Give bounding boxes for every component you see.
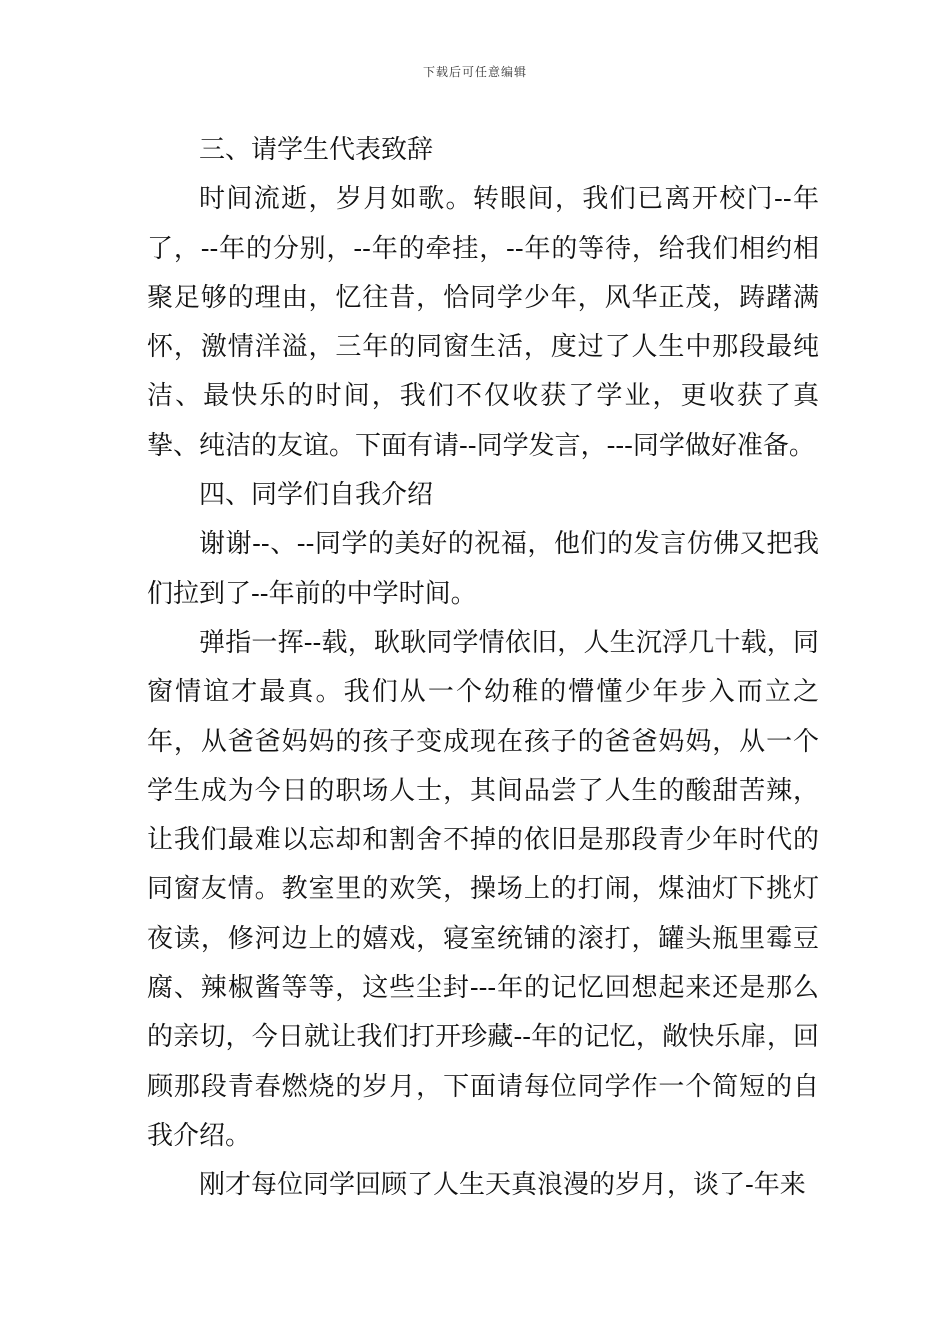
page-header: 下载后可任意编辑 [422, 65, 527, 79]
section-heading-4: 四、同学们自我介绍 [199, 480, 434, 511]
paragraph-student-speech: 时间流逝，岁月如歌。转眼间，我们已离开校门--年了，--年的分别，--年的牵挂，--年的等待，给我们相约相聚足够的理由，忆往昔，恰同学少年，风华正茂，踌躇满怀，激情洋溢，三年的同窗生活，度过了人生中那段最纯洁、最快乐的时间，我们不仅收获了学业，更收获了真挚、纯洁的友谊。下面有请--同学发言，---同学做好准备。 [147, 184, 819, 461]
paragraph-continuation: 刚才每位同学回顾了人生天真浪漫的岁月，谈了-年来 [199, 1170, 806, 1201]
document-body [147, 126, 819, 1211]
paragraph-memories: 弹指一挥--载，耿耿同学情依旧，人生沉浮几十载，同窗情谊才最真。我们从一个幼稚的懵懂少年步入而立之年，从爸爸妈妈的孩子变成现在孩子的爸爸妈妈，从一个学生成为今日的职场人士，其间品尝了人生的酸甜苦辣，让我们最难以忘却和割舍不掉的依旧是那段青少年时代的同窗友情。教室里的欢笑，操场上的打闹，煤油灯下挑灯夜读，修河边上的嬉戏，寝室统铺的滚打，罐头瓶里霉豆腐、辣椒酱等等，这些尘封---年的记忆回想起来还是那么的亲切，今日就让我们打开珍藏--年的记忆，敞快乐扉，回顾那段青春燃烧的岁月，下面请每位同学作一个简短的自我介绍。 [147, 627, 819, 1151]
paragraph-thanks: 谢谢--、--同学的美好的祝福，他们的发言仿佛又把我们拉到了--年前的中学时间。 [147, 529, 819, 609]
section-heading-3: 三、请学生代表致辞 [199, 135, 434, 165]
